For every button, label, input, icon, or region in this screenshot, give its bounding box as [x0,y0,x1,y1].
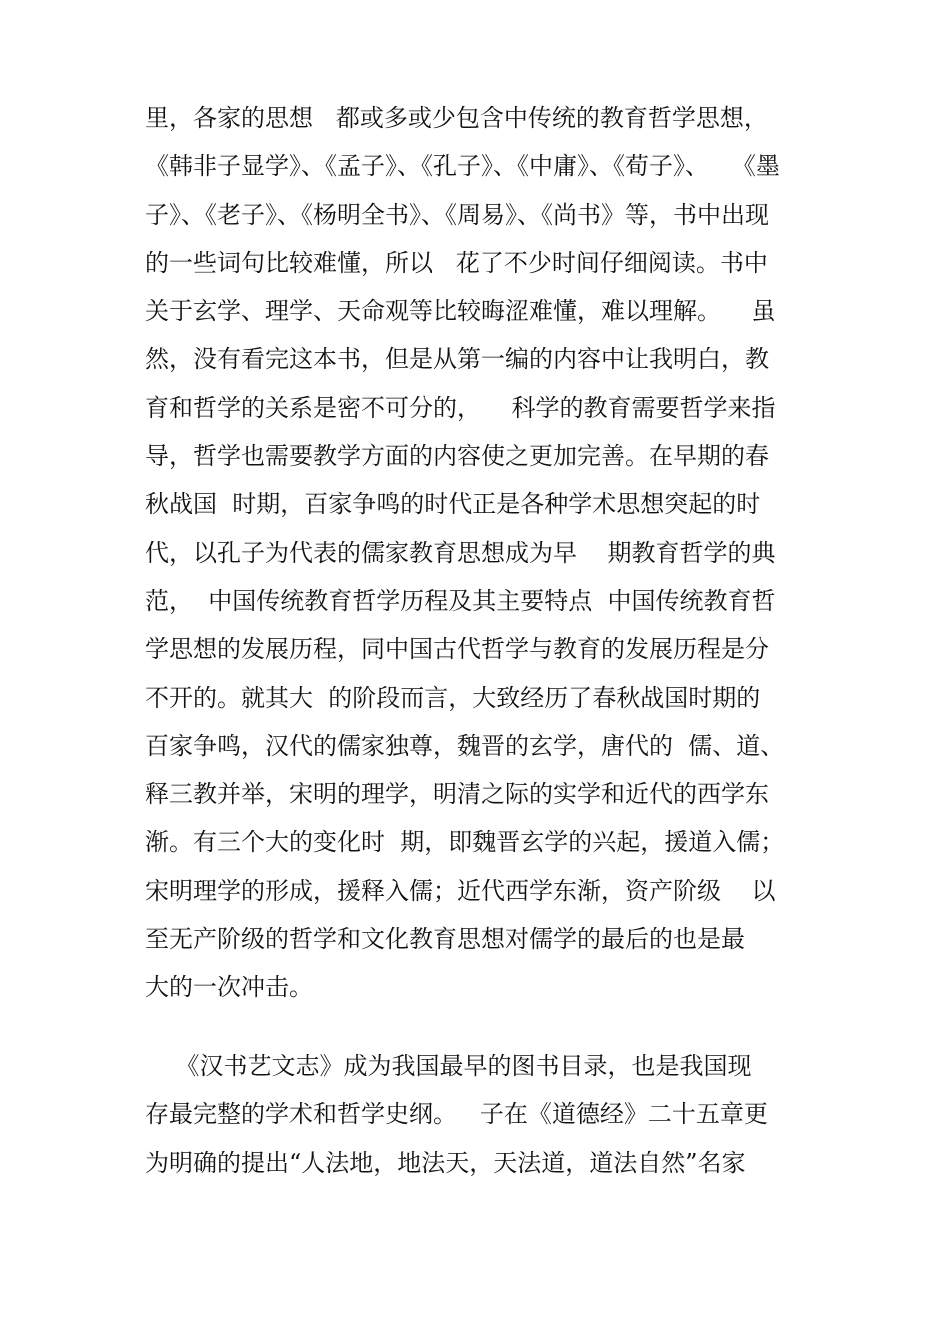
text-line: 育和哲学的关系是密不可分的， 科学的教育需要哲学来指 [145,393,776,422]
text-line: 然，没有看完这本书，但是从第一编的内容中让我明白，教 [145,345,769,374]
body-paragraph [145,94,825,1012]
text-line: 秋战国 时期，百家争鸣的时代正是各种学术思想突起的时 [145,490,761,519]
text-line: 百家争鸣，汉代的儒家独尊，魏晋的玄学，唐代的 儒、道、 [145,731,785,760]
text-line: 宋明理学的形成，援释入儒；近代西学东渐，资产阶级 以 [145,876,776,905]
text-line: 《汉书艺文志》成为我国最早的图书目录，也是我国现 [145,1052,752,1080]
text-line: 导，哲学也需要教学方面的内容使之更加完善。在早期的春 [145,442,769,471]
text-line: 大的一次冲击。 [145,973,313,1002]
text-line: 范， 中国传统教育哲学历程及其主要特点 中国传统教育哲 [145,586,776,615]
text-line: 存最完整的学术和哲学史纲。 子在《道德经》二十五章更 [145,1100,768,1129]
text-line: 释三教并举，宋明的理学，明清之际的实学和近代的西学东 [145,780,769,809]
text-line: 里，各家的思想 都或多或少包含中传统的教育哲学思想， [145,104,768,132]
text-line: 渐。有三个大的变化时 期，即魏晋玄学的兴起，援道入儒； [145,828,785,857]
text-line: 代，以孔子为代表的儒家教育思想成为早 期教育哲学的典 [145,538,776,567]
body-paragraph [145,1042,825,1187]
text-line: 为明确的提出“人法地，地法天，天法道，道法自然”名家 [145,1148,746,1177]
text-line: 关于玄学、理学、天命观等比较晦涩难懂，难以理解。 虽 [145,297,776,326]
text-line: 的一些词句比较难懂，所以 花了不少时间仔细阅读。书中 [145,248,768,277]
text-line: 学思想的发展历程，同中国古代哲学与教育的发展历程是分 [145,635,769,664]
text-line: 子》、《老子》、《杨明全书》、《周易》、《尚书》等，书中出现 [145,200,769,229]
text-line: 《韩非子显学》、《孟子》、《孔子》、《中庸》、《荀子》、 《墨 [145,152,780,181]
text-line: 至无产阶级的哲学和文化教育思想对儒学的最后的也是最 [145,925,745,954]
text-line: 不开的。就其大 的阶段而言，大致经历了春秋战国时期的 [145,683,761,712]
